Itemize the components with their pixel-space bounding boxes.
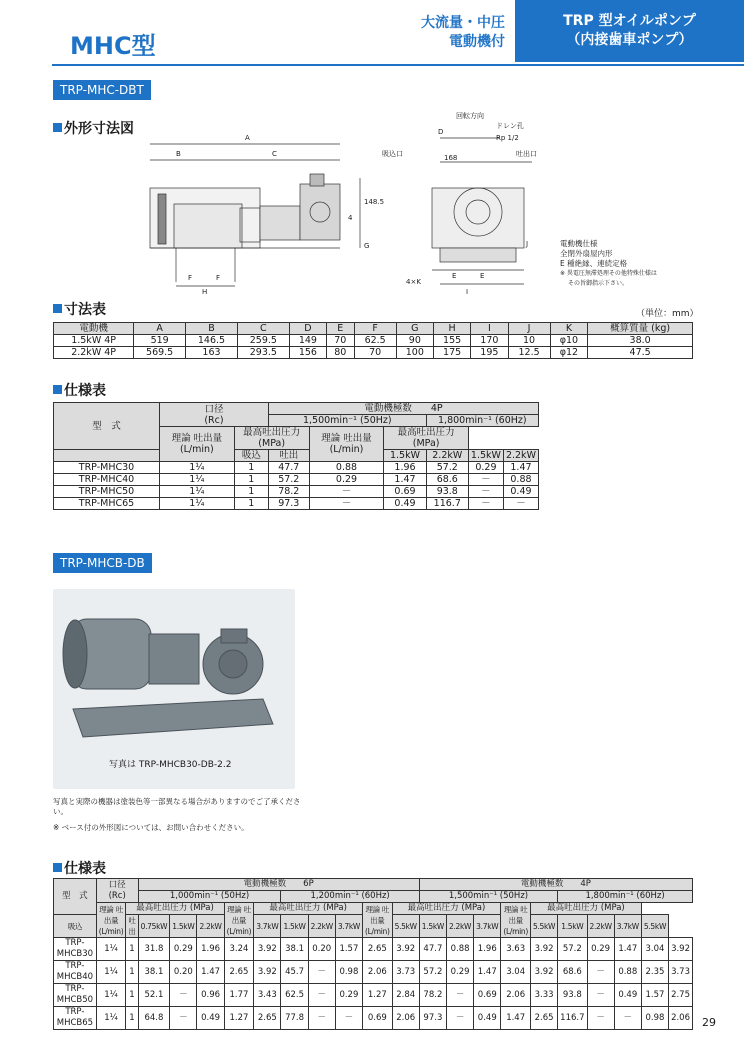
table-header-cell: I [471, 323, 508, 335]
kw-header: 2.2kW [308, 915, 335, 938]
table-cell: 57.2 [419, 961, 446, 984]
table-cell: 1.27 [224, 1007, 254, 1030]
table-cell: 0.49 [474, 1007, 501, 1030]
table-cell: 0.49 [384, 498, 426, 510]
table-cell: － [587, 961, 614, 984]
table-cell: 0.69 [363, 1007, 393, 1030]
table-cell: 0.29 [335, 984, 362, 1007]
model-header: 型 式 [54, 403, 160, 450]
table-cell: － [587, 984, 614, 1007]
table-cell: 2.65 [530, 1007, 557, 1030]
motor-spec-line: E 種絶縁、連続定格 [560, 259, 628, 268]
table-header-cell: E [327, 323, 355, 335]
table-header-cell: F [354, 323, 396, 335]
table-cell: 0.49 [197, 1007, 224, 1030]
table-cell: － [335, 1007, 362, 1030]
kw-header: 2.2kW [197, 915, 224, 938]
table-row [54, 335, 693, 347]
table-cell: 1 [234, 498, 268, 510]
table-cell: 3.43 [254, 984, 281, 1007]
spec1-heading [53, 380, 106, 400]
table-header-cell: D [289, 323, 326, 335]
table-header-cell: J [508, 323, 550, 335]
table-cell: 1.47 [503, 462, 538, 474]
table-cell: 0.20 [308, 938, 335, 961]
table-cell: TRP-MHCB50 [54, 984, 97, 1007]
model-badge-db: TRP-MHCB-DB [53, 553, 152, 573]
kw-header: 2.2kW [426, 450, 468, 462]
dim-label-f2: F [216, 274, 221, 282]
dim-table-heading-text: 寸法表 [64, 302, 106, 318]
dim-label-k: 4×K [406, 278, 421, 286]
table-header-cell: G [396, 323, 433, 335]
table-cell: 1 [234, 486, 268, 498]
table-cell: 3.73 [669, 961, 693, 984]
table-cell: 0.29 [309, 474, 384, 486]
table-cell: 0.69 [474, 984, 501, 1007]
table-cell: 64.8 [138, 1007, 170, 1030]
table-cell: 80 [327, 347, 355, 359]
table-cell: 3.92 [392, 938, 419, 961]
bore-header [96, 879, 138, 903]
table-cell: 70 [354, 347, 396, 359]
table-row [54, 961, 693, 984]
outline-drawing [140, 108, 565, 298]
header-subtitle-line2: 電動機付 [449, 34, 505, 50]
flow-header: 理論 吐出量 (L/min) [501, 903, 531, 938]
table-cell: 2.06 [669, 1007, 693, 1030]
freq-60-header: 1,800min⁻¹ (60Hz) [426, 415, 538, 427]
table-cell: － [503, 498, 538, 510]
table-header-cell: 電動機 [54, 323, 134, 335]
kw-header: 5.5kW [641, 915, 668, 938]
table-cell: 163 [186, 347, 238, 359]
table-header-cell: H [433, 323, 470, 335]
table-cell: 2.65 [254, 1007, 281, 1030]
freq-1500-header: 1,500min⁻¹ (50Hz) [419, 891, 557, 903]
table-cell: 175 [433, 347, 470, 359]
table-cell: 0.20 [170, 961, 197, 984]
table-cell: 116.7 [558, 1007, 587, 1030]
spec1-heading-text: 仕様表 [64, 383, 106, 399]
table-cell: 1.47 [614, 938, 641, 961]
table-cell: 1¼ [160, 462, 235, 474]
table-cell: 2.75 [669, 984, 693, 1007]
flow-header: 理論 吐出量 (L/min) [309, 427, 384, 462]
flow-header: 理論 吐出量 (L/min) [96, 903, 126, 938]
table-cell: 146.5 [186, 335, 238, 347]
kw-header: 1.5kW [281, 915, 308, 938]
table-cell: － [170, 1007, 197, 1030]
table-cell: － [468, 486, 503, 498]
table-cell: 93.8 [426, 486, 468, 498]
table-header-cell: C [237, 323, 289, 335]
page-title: MHC型 [70, 32, 156, 60]
table-cell: 155 [433, 335, 470, 347]
table-cell: 0.29 [468, 462, 503, 474]
bore-unit: (Rc) [204, 414, 224, 426]
header-rule [52, 64, 744, 66]
kw-header: 1.5kW [558, 915, 587, 938]
table-cell: 0.29 [446, 961, 473, 984]
page-number: 29 [702, 1016, 716, 1029]
dim-label-168: 168 [444, 154, 458, 162]
pressure-header: 最高吐出圧力 (MPa) [384, 427, 469, 450]
dim-label-b: B [176, 150, 181, 158]
dim-table-heading [53, 299, 106, 319]
table-cell: TRP-MHC30 [54, 462, 160, 474]
header-subtitle-line1: 大流量・中圧 [421, 15, 505, 31]
kw-header: 3.7kW [254, 915, 281, 938]
table-cell: － [468, 474, 503, 486]
table-cell: TRP-MHCB40 [54, 961, 97, 984]
kw-header: 3.7kW [474, 915, 501, 938]
dim-label-g: G [364, 242, 370, 250]
base-drawing-note: ※ ベース付の外形図については、お問い合わせください。 [53, 823, 249, 832]
table-cell: 100 [396, 347, 433, 359]
table-cell: 1.5kW 4P [54, 335, 134, 347]
table-cell: － [446, 1007, 473, 1030]
spec-table-mhc [53, 402, 539, 510]
dim-label-d: D [438, 128, 444, 136]
table-cell: 195 [471, 347, 508, 359]
suction-header: 吸込 [234, 450, 268, 462]
table-cell: 2.2kW 4P [54, 347, 134, 359]
table-cell: － [308, 961, 335, 984]
rotation-label: 回転方向 [456, 112, 484, 120]
kw-header: 5.5kW [392, 915, 419, 938]
table-cell: 0.96 [197, 984, 224, 1007]
dim-label-f1: F [188, 274, 193, 282]
table-cell: 38.0 [588, 335, 693, 347]
spec2-heading-text: 仕様表 [64, 861, 106, 877]
freq-1200-header: 1,200min⁻¹ (60Hz) [281, 891, 419, 903]
table-cell: 1 [126, 961, 138, 984]
table-cell: TRP-MHC50 [54, 486, 160, 498]
table-cell: － [446, 984, 473, 1007]
table-cell: 1¼ [96, 1007, 126, 1030]
motor-spec-line: 電動機仕様 [560, 239, 598, 248]
table-cell: 52.1 [138, 984, 170, 1007]
table-cell: 2.65 [224, 961, 254, 984]
table-cell: 1.96 [384, 462, 426, 474]
table-cell: － [308, 984, 335, 1007]
table-cell: 45.7 [281, 961, 308, 984]
dim-label-a: A [245, 134, 250, 142]
table-cell: 78.2 [419, 984, 446, 1007]
photo-disclaimer: 写真と実際の機器は塗装色等一部異なる場合がありますのでご了承ください。 [53, 797, 301, 816]
table-cell: 38.1 [281, 938, 308, 961]
table-row [54, 1007, 693, 1030]
table-header-cell: A [134, 323, 186, 335]
dim-label-4: 4 [348, 214, 353, 222]
table-cell: 0.88 [503, 474, 538, 486]
table-cell: 10 [508, 335, 550, 347]
table-cell: 62.5 [281, 984, 308, 1007]
table-cell: 47.7 [268, 462, 309, 474]
table-cell: 1 [126, 984, 138, 1007]
table-cell: 1.96 [197, 938, 224, 961]
table-cell: 57.2 [426, 462, 468, 474]
table-cell: 1.96 [474, 938, 501, 961]
dim-label-i: I [466, 288, 469, 296]
table-cell: 57.2 [268, 474, 309, 486]
table-cell: 57.2 [558, 938, 587, 961]
table-cell: 3.04 [501, 961, 531, 984]
table-cell: 0.69 [384, 486, 426, 498]
table-cell: 31.8 [138, 938, 170, 961]
table-cell: 170 [471, 335, 508, 347]
table-cell: 1.47 [501, 1007, 531, 1030]
table-cell: － [309, 498, 384, 510]
table-cell: 97.3 [268, 498, 309, 510]
model-header-blank [54, 450, 160, 462]
table-cell: 47.7 [419, 938, 446, 961]
outline-heading-text: 外形寸法図 [64, 121, 134, 137]
kw-header: 5.5kW [530, 915, 557, 938]
table-cell: φ10 [550, 335, 588, 347]
table-cell: 97.3 [419, 1007, 446, 1030]
table-cell: 0.88 [309, 462, 384, 474]
table-cell: － [308, 1007, 335, 1030]
table-cell: TRP-MHCB65 [54, 1007, 97, 1030]
table-row [54, 938, 693, 961]
table-cell: 3.73 [392, 961, 419, 984]
motor-poles-6p-header: 電動機極数 6P [138, 879, 419, 891]
product-photo [53, 589, 295, 789]
bore-label: 口径 [204, 403, 224, 415]
pressure-header: 最高吐出圧力 (MPa) [254, 903, 363, 915]
dim-label-h: H [202, 288, 208, 296]
model-badge-dbt: TRP-MHC-DBT [53, 80, 151, 100]
pressure-header: 最高吐出圧力 (MPa) [126, 903, 224, 915]
bore-unit: (Rc) [108, 890, 126, 901]
table-cell: 2.84 [392, 984, 419, 1007]
drain-label: ドレン孔 [496, 122, 524, 130]
table-cell: 1.27 [363, 984, 393, 1007]
table-cell: 3.33 [530, 984, 557, 1007]
table-cell: 3.92 [530, 938, 557, 961]
table-cell: 1¼ [160, 498, 235, 510]
table-cell: 1¼ [160, 474, 235, 486]
table-cell: 156 [289, 347, 326, 359]
outline-heading [53, 118, 134, 138]
kw-header: 3.7kW [614, 915, 641, 938]
table-cell: 62.5 [354, 335, 396, 347]
table-cell: 3.92 [530, 961, 557, 984]
table-cell: 2.65 [363, 938, 393, 961]
table-cell: TRP-MHC65 [54, 498, 160, 510]
header-category-box [515, 0, 744, 62]
dimension-table [53, 322, 693, 359]
table-cell: 3.92 [669, 938, 693, 961]
table-cell: 3.92 [254, 961, 281, 984]
kw-header: 1.5kW [170, 915, 197, 938]
table-cell: 93.8 [558, 984, 587, 1007]
kw-header: 1.5kW [384, 450, 426, 462]
table-cell: 2.35 [641, 961, 668, 984]
table-cell: 0.49 [503, 486, 538, 498]
table-cell: 47.5 [588, 347, 693, 359]
table-cell: 2.06 [392, 1007, 419, 1030]
flow-header: 理論 吐出量 (L/min) [160, 427, 235, 462]
table-cell: 1¼ [96, 961, 126, 984]
table-cell: 12.5 [508, 347, 550, 359]
table-cell: 1.47 [197, 961, 224, 984]
table-cell: φ12 [550, 347, 588, 359]
table-cell: － [170, 984, 197, 1007]
table-cell: － [587, 1007, 614, 1030]
table-row [54, 462, 539, 474]
suction-port-label: 吸込口 [382, 150, 403, 158]
table-header-cell: K [550, 323, 588, 335]
table-row [54, 486, 539, 498]
motor-poles-4p-header: 電動機極数 4P [419, 879, 692, 891]
discharge-header: 吐出 [126, 915, 138, 938]
table-cell: 1 [126, 938, 138, 961]
header-subtitle [395, 14, 505, 52]
table-cell: 38.1 [138, 961, 170, 984]
table-cell: 1.47 [384, 474, 426, 486]
rp-label: Rp 1/2 [496, 134, 519, 142]
table-cell: 3.04 [641, 938, 668, 961]
table-cell: 3.24 [224, 938, 254, 961]
motor-spec-note [560, 239, 657, 289]
pressure-header: 最高吐出圧力 (MPa) [234, 427, 309, 450]
table-cell: 77.8 [281, 1007, 308, 1030]
table-cell: 0.88 [446, 938, 473, 961]
unit-label: （単位：mm） [636, 309, 699, 319]
table-cell: － [468, 498, 503, 510]
table-cell: 116.7 [426, 498, 468, 510]
kw-header: 2.2kW [587, 915, 614, 938]
table-cell: 1¼ [96, 938, 126, 961]
table-cell: － [309, 486, 384, 498]
table-cell: 1 [126, 1007, 138, 1030]
motor-spec-line: ※ 異電圧無滞処理その他特殊仕様は [560, 270, 657, 277]
table-cell: 1.47 [474, 961, 501, 984]
table-cell: 68.6 [426, 474, 468, 486]
table-cell: 68.6 [558, 961, 587, 984]
dim-label-j: J [526, 240, 529, 248]
table-cell: 1.77 [224, 984, 254, 1007]
dim-label-148: 148.5 [364, 198, 385, 206]
dim-label-e2: E [480, 272, 485, 280]
flow-header: 理論 吐出量 (L/min) [224, 903, 254, 938]
spec-table-mhcb [53, 878, 693, 1030]
table-cell: 569.5 [134, 347, 186, 359]
table-cell: 2.06 [501, 984, 531, 1007]
table-cell: 1 [234, 462, 268, 474]
table-cell: 0.98 [335, 961, 362, 984]
table-row [54, 498, 539, 510]
kw-header: 1.5kW [419, 915, 446, 938]
table-header-row [54, 323, 693, 335]
table-row [54, 474, 539, 486]
discharge-port-label: 吐出口 [516, 150, 537, 158]
kw-header: 2.2kW [446, 915, 473, 938]
table-cell: 3.63 [501, 938, 531, 961]
pressure-header: 最高吐出圧力 (MPa) [392, 903, 501, 915]
table-cell: TRP-MHC40 [54, 474, 160, 486]
table-cell: 90 [396, 335, 433, 347]
kw-header: 0.75kW [138, 915, 170, 938]
table-cell: 1¼ [96, 984, 126, 1007]
table-cell: 259.5 [237, 335, 289, 347]
freq-1000-header: 1,000min⁻¹ (50Hz) [138, 891, 281, 903]
model-header: 型 式 [54, 879, 97, 915]
kw-header: 2.2kW [503, 450, 538, 462]
table-cell: 70 [327, 335, 355, 347]
motor-spec-line: その旨御指示下さい。 [568, 280, 629, 287]
motor-poles-header: 電動機極数 4P [268, 403, 538, 415]
table-row [54, 984, 693, 1007]
dim-label-e1: E [452, 272, 457, 280]
table-cell: 1¼ [160, 486, 235, 498]
table-cell: 2.06 [363, 961, 393, 984]
table-cell: 0.98 [641, 1007, 668, 1030]
table-header-cell: B [186, 323, 238, 335]
flow-header: 理論 吐出量 (L/min) [363, 903, 393, 938]
table-cell: 0.29 [587, 938, 614, 961]
pressure-header: 最高吐出圧力 (MPa) [530, 903, 641, 915]
table-cell: 0.29 [170, 938, 197, 961]
photo-caption: 写真は TRP-MHCB30-DB-2.2 [109, 760, 232, 770]
table-cell: 293.5 [237, 347, 289, 359]
table-row [54, 347, 693, 359]
bore-header [160, 403, 269, 427]
table-cell: 0.88 [614, 961, 641, 984]
table-cell: 519 [134, 335, 186, 347]
table-cell: 1.57 [641, 984, 668, 1007]
freq-50-header: 1,500min⁻¹ (50Hz) [268, 415, 426, 427]
table-cell: 1.57 [335, 938, 362, 961]
table-cell: 78.2 [268, 486, 309, 498]
table-cell: TRP-MHCB30 [54, 938, 97, 961]
table-cell: 1 [234, 474, 268, 486]
freq-1800-header: 1,800min⁻¹ (60Hz) [558, 891, 693, 903]
discharge-header: 吐出 [268, 450, 309, 462]
motor-spec-line: 全閉外扇屋内形 [560, 249, 613, 258]
table-cell: 3.92 [254, 938, 281, 961]
kw-header: 1.5kW [468, 450, 503, 462]
header-category-line1: TRP 型オイルポンプ [563, 13, 696, 29]
header-category-line2: （内接歯車ポンプ） [566, 32, 693, 48]
table-cell: 0.49 [614, 984, 641, 1007]
kw-header: 3.7kW [335, 915, 362, 938]
table-header-cell: 概算質量 (kg) [588, 323, 693, 335]
suction-header: 吸込 [54, 915, 97, 938]
spec2-heading [53, 858, 106, 878]
table-cell: 149 [289, 335, 326, 347]
bore-label: 口径 [108, 879, 126, 890]
dim-label-c: C [272, 150, 277, 158]
table-cell: － [614, 1007, 641, 1030]
